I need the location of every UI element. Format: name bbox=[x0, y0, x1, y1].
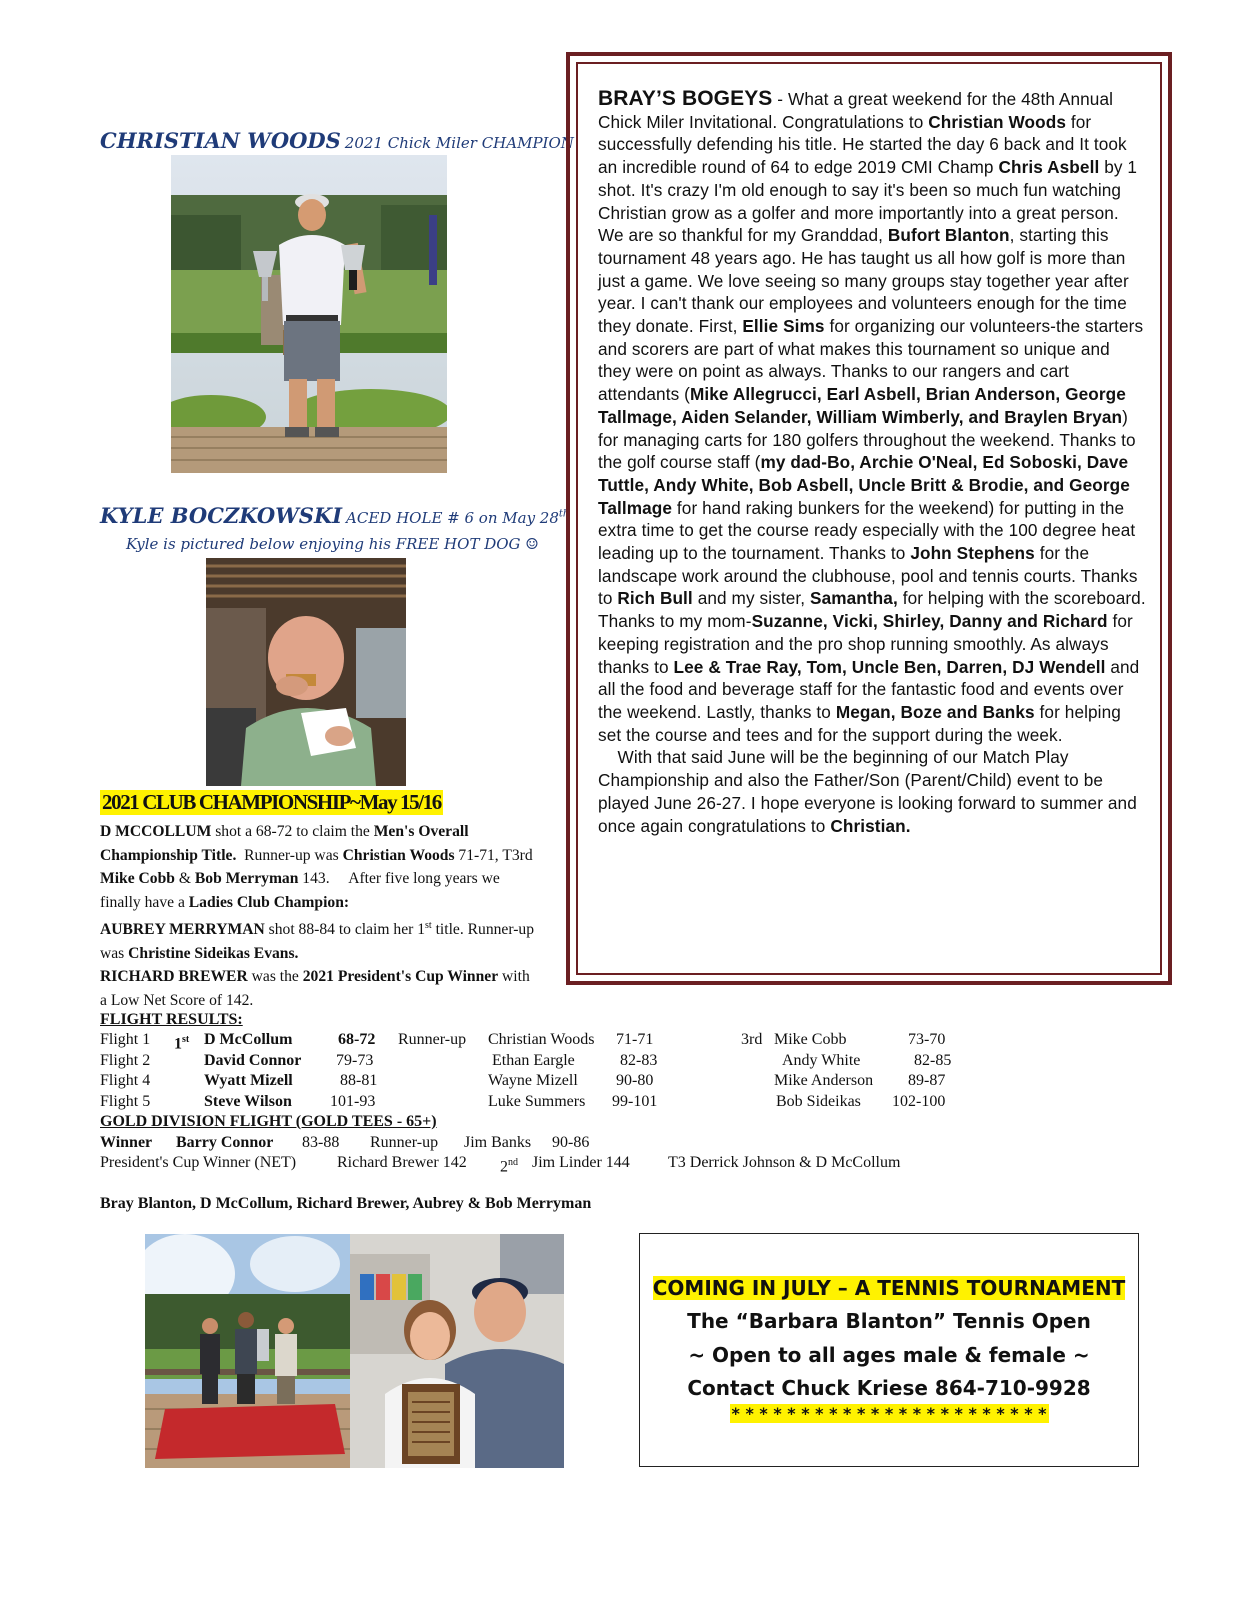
bold-run: my dad-Bo, Archie O'Neal, Ed Soboski, Dave Tuttle, Andy White, Bob Asbell, Uncle Britt & Brodie, and George Tallmage bbox=[598, 452, 1130, 518]
text-run: for organizing our volunteers-the starters and scorers are part of what makes this tournament so unique and they were on point as always. Thanks to our rangers and cart attendants ( bbox=[598, 316, 1144, 405]
text-run: , starting this tournament 48 years ago. He has taught us all how golf is more than just a game. We love seeing so many groups stay together year after year. I can't thank our employees and volunteers enough for the time they donate. First, bbox=[598, 225, 1129, 337]
brays-bogeys-box bbox=[566, 52, 1172, 985]
kyle-caption bbox=[100, 503, 569, 528]
text-run: for successfully defending his title. He started the day 6 back and It took an incredible round of 64 to edge 2019 CMI Champ bbox=[598, 111, 1127, 178]
flight-1-winner: D McCollum bbox=[204, 1031, 293, 1048]
text-run: for the landscape work around the clubhouse, pool and tennis courts. Thanks to bbox=[598, 543, 1138, 609]
bold-run: Ellie Sims bbox=[742, 316, 825, 337]
flight-1-third-score: 73-70 bbox=[908, 1031, 946, 1048]
text-run: with a Low Net Score of 142. bbox=[100, 968, 530, 1009]
bold-run: Christian Woods bbox=[342, 846, 455, 864]
flight-2-runner-score: 82-83 bbox=[620, 1051, 658, 1069]
text-run: With that said June will be the beginning of our Match Play Championship and also the Father/Son (Parent/Child) event to be played June 26-27. I hope everyone is looking forward to summer and once again congratulations to bbox=[598, 747, 1142, 836]
flight-1-third: Mike Cobb bbox=[774, 1031, 847, 1048]
text-run: 143. After five long years we finally have a bbox=[100, 870, 504, 911]
flight-4-winner: Wyatt Mizell bbox=[204, 1072, 293, 1089]
bold-run: Rich Bull bbox=[617, 588, 693, 609]
flight-1-label: Flight 1 bbox=[100, 1031, 151, 1048]
text-run: for helping with the scoreboard. Thanks to my mom- bbox=[598, 588, 1146, 632]
first-place-label bbox=[174, 1030, 189, 1055]
woods-caption bbox=[100, 128, 574, 153]
flight-1-runner: Christian Woods bbox=[488, 1031, 595, 1048]
flight-1-winner-score: 68-72 bbox=[338, 1031, 376, 1048]
club-championship-heading: 2021 CLUB CHAMPIONSHIP~May 15/16 bbox=[102, 790, 441, 814]
text-run: shot a 68-72 to claim the bbox=[211, 823, 374, 840]
presidents-cup-second: Jim Linder 144 bbox=[532, 1154, 630, 1171]
bold-run: 2021 President's Cup Winner bbox=[302, 968, 499, 986]
bold-run: Mike Allegrucci, Earl Asbell, Brian Anderson, George Tallmage, Aiden Selander, William Wimberly, and Braylen Bryan bbox=[598, 384, 1126, 427]
first-sup: st bbox=[182, 1034, 190, 1045]
bold-run: Megan, Boze and Banks bbox=[835, 701, 1035, 722]
bold-run: John Stephens bbox=[910, 543, 1035, 564]
third-place-label: 3rd bbox=[741, 1031, 763, 1048]
tennis-line-4: Contact Chuck Kriese 864-710-9928 bbox=[687, 1376, 1091, 1400]
flight-4-third-score: 89-87 bbox=[908, 1072, 946, 1089]
second-sup: nd bbox=[508, 1157, 518, 1168]
kyle-title: ACED HOLE # 6 on May 28 bbox=[346, 509, 559, 527]
presidents-cup-second-place bbox=[500, 1153, 518, 1178]
gold-runner-score: 90-86 bbox=[552, 1134, 590, 1151]
text-run: for hand raking bunkers for the weekend) for putting in the extra time to get the course ready especially with the 100 degree heat leading up to the tournament. Thanks to bbox=[598, 497, 1136, 564]
text-run: was the bbox=[247, 968, 303, 986]
flight-5-label: Flight 5 bbox=[100, 1092, 151, 1110]
flight-4-label: Flight 4 bbox=[100, 1072, 151, 1089]
club-championship-text bbox=[100, 820, 540, 1012]
bold-run: RICHARD BREWER bbox=[100, 968, 248, 986]
flight-1-runner-score: 71-71 bbox=[616, 1031, 654, 1048]
woods-title: 2021 Chick Miler CHAMPION bbox=[344, 134, 574, 152]
text-run: - What a great weekend for the 48th Annual Chick Miler Invitational. Congratulations to bbox=[598, 89, 1114, 132]
text-run: for keeping registration and the pro shop running smoothly. As always thanks to bbox=[598, 611, 1133, 677]
bold-run: Suzanne, Vicki, Shirley, Danny and Richard bbox=[751, 611, 1108, 632]
tennis-line-1 bbox=[640, 1276, 1138, 1300]
flight-4-third: Mike Anderson bbox=[774, 1072, 874, 1089]
gold-runner-label: Runner-up bbox=[370, 1134, 439, 1151]
bold-run: Chris Asbell bbox=[998, 157, 1100, 178]
flight-5-winner-score: 101-93 bbox=[330, 1092, 376, 1110]
text-run: 71-71, T3rd bbox=[454, 846, 533, 864]
text-run: Runner-up was bbox=[236, 846, 343, 864]
text-run: by 1 shot. It's crazy I'm old enough to say it's been so much fun watching Christian grow as a golfer and more importantly into a great person. We are so thankful for my Granddad, bbox=[598, 157, 1138, 246]
kyle-title-sup: th bbox=[558, 508, 570, 520]
bold-run: Lee & Trae Ray, Tom, Uncle Ben, Darren, DJ Wendell bbox=[673, 656, 1106, 677]
bold-run: Christian Woods bbox=[928, 111, 1066, 132]
kyle-name: KYLE BOCZKOWSKI bbox=[100, 503, 343, 528]
kyle-hotdog-photo bbox=[206, 558, 406, 786]
flight-2-winner: David Connor bbox=[204, 1051, 302, 1069]
woods-trophy-photo bbox=[171, 155, 447, 473]
flight-2-third: Andy White bbox=[782, 1051, 861, 1069]
brays-bogeys-heading: BRAY’S BOGEYS bbox=[598, 87, 773, 110]
text-run: and my sister, bbox=[692, 588, 810, 609]
flight-5-third: Bob Sideikas bbox=[776, 1092, 861, 1110]
tennis-tournament-box bbox=[639, 1233, 1139, 1467]
bold-run: Samantha, bbox=[810, 588, 898, 609]
flight-4-runner-score: 90-80 bbox=[616, 1072, 654, 1089]
tennis-line-3: ~ Open to all ages male & female ~ bbox=[688, 1343, 1090, 1367]
flight-5-winner: Steve Wilson bbox=[204, 1092, 292, 1110]
flight-5-runner-score: 99-101 bbox=[612, 1092, 658, 1110]
flight-2-runner: Ethan Eargle bbox=[492, 1051, 575, 1069]
presidents-cup-third: T3 Derrick Johnson & D McCollum bbox=[668, 1154, 901, 1171]
bold-run: Bufort Blanton bbox=[887, 225, 1010, 246]
presidents-cup-label: President's Cup Winner (NET) bbox=[100, 1154, 297, 1171]
woods-name: CHRISTIAN WOODS bbox=[100, 128, 341, 153]
gold-runner: Jim Banks bbox=[464, 1134, 532, 1151]
text-run: & bbox=[174, 870, 195, 887]
gold-division-heading: GOLD DIVISION FLIGHT (GOLD TEES - 65+) bbox=[100, 1113, 437, 1130]
bold-run: Men's Overall Championship Title. bbox=[100, 823, 469, 864]
bold-run: Christian. bbox=[830, 815, 911, 836]
first-label: 1 bbox=[174, 1035, 182, 1053]
tennis-headline: COMING IN JULY – A TENNIS TOURNAMENT bbox=[652, 1276, 1126, 1300]
flight-2-third-score: 82-85 bbox=[914, 1051, 952, 1069]
tennis-line-5 bbox=[640, 1404, 1138, 1423]
gold-winner: Barry Connor bbox=[176, 1134, 274, 1151]
gold-winner-label: Winner bbox=[100, 1134, 153, 1151]
tennis-stars: * * * * * * * * * * * * * * * * * * * * * * * bbox=[731, 1404, 1047, 1423]
ladies-champion-photo bbox=[350, 1234, 564, 1468]
flight-2-label: Flight 2 bbox=[100, 1051, 151, 1069]
brays-bogeys-text bbox=[598, 88, 1146, 837]
second-num: 2 bbox=[500, 1158, 508, 1176]
flight-5-runner: Luke Summers bbox=[488, 1092, 586, 1110]
bold-run: Bob Merryman bbox=[194, 870, 299, 887]
flight-2-winner-score: 79-73 bbox=[336, 1051, 374, 1069]
text-run: st bbox=[425, 920, 432, 931]
bold-run: D MCCOLLUM bbox=[100, 823, 212, 840]
flight-4-winner-score: 88-81 bbox=[340, 1072, 378, 1089]
bold-run: Ladies Club Champion: bbox=[188, 893, 350, 911]
group-photo-caption: Bray Blanton, D McCollum, Richard Brewer, Aubrey & Bob Merryman bbox=[100, 1195, 592, 1212]
text-run: title. Runner-up was bbox=[100, 921, 535, 962]
flight-results-heading: FLIGHT RESULTS: bbox=[100, 1011, 243, 1028]
brays-bogeys-paragraph-1 bbox=[598, 88, 1146, 746]
text-run: shot 88-84 to claim her 1 bbox=[264, 921, 426, 939]
kyle-hotdog-caption: Kyle is pictured below enjoying his FREE HOT DOG ☺ bbox=[126, 535, 539, 553]
brays-bogeys-paragraph-2 bbox=[598, 746, 1146, 837]
text-run: and all the food and beverage staff for the fantastic food and events over the weekend. Lastly, thanks to bbox=[598, 656, 1140, 722]
group-trophy-photo bbox=[145, 1234, 350, 1468]
flight-4-runner: Wayne Mizell bbox=[488, 1072, 578, 1089]
text-run: for helping set the course and tees and for the support during the week. bbox=[598, 701, 1121, 745]
bold-run: Mike Cobb bbox=[100, 870, 175, 887]
runner-up-label: Runner-up bbox=[398, 1031, 467, 1048]
gold-winner-score: 83-88 bbox=[302, 1134, 340, 1151]
tennis-line-2: The “Barbara Blanton” Tennis Open bbox=[687, 1309, 1091, 1333]
bold-run: AUBREY MERRYMAN bbox=[100, 921, 265, 939]
flight-5-third-score: 102-100 bbox=[892, 1092, 946, 1110]
presidents-cup-winner: Richard Brewer 142 bbox=[337, 1154, 467, 1171]
text-run: ) for managing carts for 180 golfers throughout the weekend. Thanks to the golf course staff ( bbox=[598, 406, 1136, 473]
bold-run: Christine Sideikas Evans. bbox=[128, 944, 299, 962]
